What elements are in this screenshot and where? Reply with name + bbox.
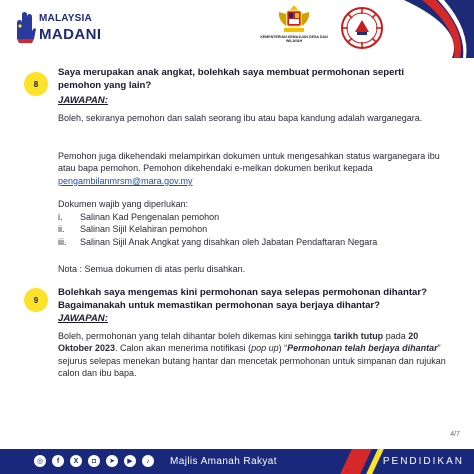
header-swoosh-decoration [374, 0, 474, 58]
faq-number-badge: 9 [24, 288, 48, 312]
x-icon[interactable]: X [70, 455, 82, 467]
answer-paragraph: Boleh, sekiranya pemohon dan salah seorang ibu atau bapa kandung adalah warganegara. [58, 113, 423, 123]
email-link[interactable]: pengambilanmrsm@mara.gov.my [58, 175, 193, 186]
web-icon[interactable]: ◎ [34, 455, 46, 467]
answer-text: ) “ [278, 343, 288, 354]
list-item-text: Salinan Sijil Kelahiran pemohon [80, 224, 208, 234]
answer-text: pada [383, 331, 409, 341]
list-item-text: Salinan Kad Pengenalan pemohon [80, 212, 220, 222]
closing-date: 20 Oktober 2023 [58, 331, 419, 354]
answer-text: Boleh, permohonan yang telah dihantar boleh dikemas kini sehingga [58, 331, 334, 341]
faq-number-badge: 8 [24, 72, 48, 96]
organization-name: Majlis Amanah Rakyat [170, 456, 277, 467]
madani-hand-icon [12, 9, 38, 43]
list-item-number: ii. [58, 224, 65, 234]
note-text: Nota : Semua dokumen di atas perlu disahkan. [58, 264, 246, 274]
answer-label: JAWAPAN: [58, 95, 108, 106]
faq-question: Saya merupakan anak angkat, bolehkah saya membuat permohonan seperti pemohon yang lain? [58, 67, 405, 91]
answer-text: Pemohon juga dikehendaki melampirkan dokumen untuk mengesahkan status warganegara ibu atau bapa pemohon. Pemohon dikehendaki e-melkan dokumen berikut kepada [58, 151, 440, 174]
answer-paragraph [58, 330, 448, 380]
coat-of-arms-icon [276, 4, 312, 34]
tiktok-icon[interactable]: ♪ [142, 455, 154, 467]
list-item [58, 237, 377, 248]
brand-line2: MADANI [39, 26, 102, 43]
ministry-label: KEMENTERIAN KEMAJUAN DESA DAN WILAYAH [260, 35, 328, 44]
category-label: PENDIDIKAN [382, 456, 464, 467]
header [0, 0, 474, 58]
instagram-icon[interactable]: ◘ [88, 455, 100, 467]
facebook-icon[interactable]: f [52, 455, 64, 467]
answer-paragraph [58, 150, 448, 187]
success-message: Permohonan telah berjaya dihantar [287, 343, 438, 354]
list-item-number: iii. [58, 237, 67, 247]
youtube-icon[interactable]: ▶ [124, 455, 136, 467]
list-item-number: i. [58, 212, 63, 222]
answer-text: ” sejurus selepas menekan butang hantar dan mencetak permohonan untuk simpanan dan rujukan calon dan ibu bapa. [58, 343, 446, 379]
list-item-text: Salinan Sijil Anak Angkat yang disahkan oleh Jabatan Pendaftaran Negara [80, 237, 378, 247]
faq-question: Bolehkah saya mengemas kini permohonan saya selepas permohonan dihantar? Bagaimanakah untuk memastikan permohonan saya berjaya dihantar? [58, 287, 427, 311]
page-indicator: 4/7 [450, 431, 460, 438]
answer-text: . Calon akan menerima notifikasi ( [115, 343, 252, 354]
docs-title: Dokumen wajib yang diperlukan: [58, 199, 189, 209]
answer-label: JAWAPAN: [58, 313, 108, 324]
telegram-icon[interactable]: ➤ [106, 455, 118, 467]
list-item [58, 224, 207, 235]
brand-line1: MALAYSIA [39, 13, 92, 24]
list-item [58, 212, 219, 223]
popup-term: pop up [251, 343, 279, 354]
social-icons [34, 455, 154, 467]
closing-date-label: tarikh tutup [333, 331, 384, 341]
footer-bar [0, 449, 474, 474]
malaysia-madani-logo [12, 9, 102, 49]
